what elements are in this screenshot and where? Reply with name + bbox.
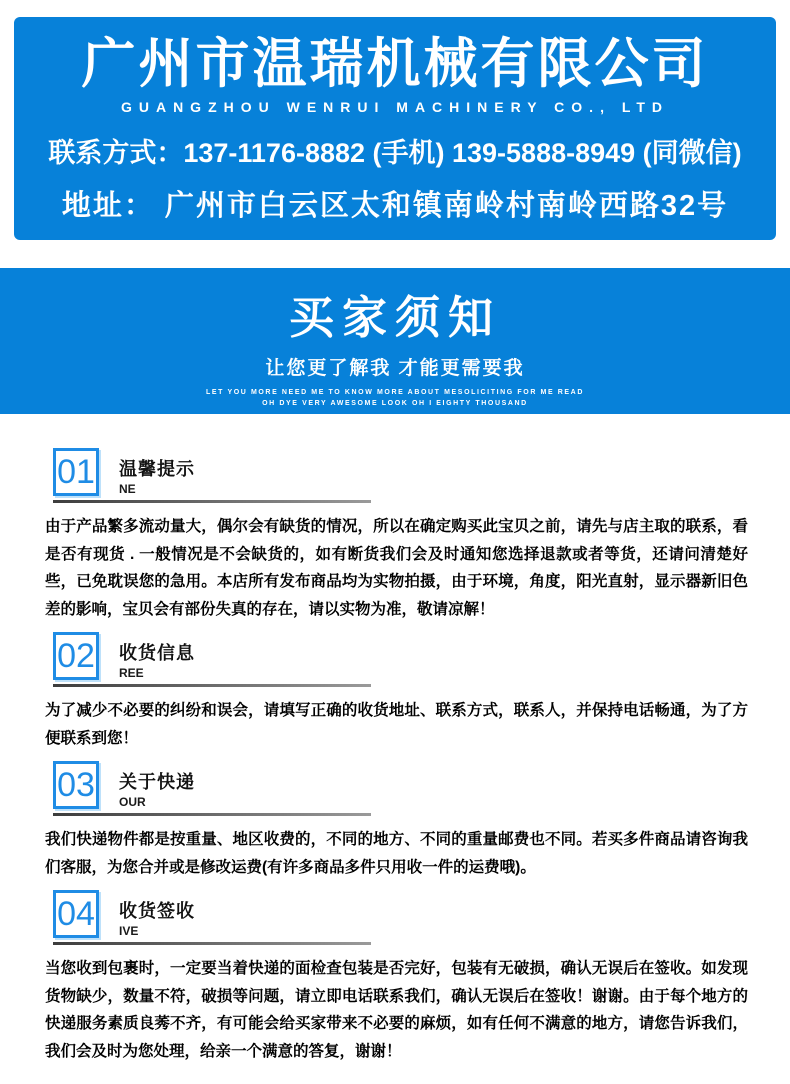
section-divider: [53, 813, 371, 816]
notice-sections: [45, 448, 748, 1074]
section-title: 收货信息: [119, 643, 195, 663]
section-title: 关于快递: [119, 772, 195, 792]
buyer-notice-banner: [0, 268, 790, 414]
section-subtitle: REE: [119, 666, 144, 680]
number-badge: 04: [53, 890, 99, 938]
section-body-text: 由于产品繁多流动量大，偶尔会有缺货的情况，所以在确定购买此宝贝之前，请先与店主取的联系，看是否有现货 . 一般情况是不会缺货的，如有断货我们会及时通知您选择退款或者等货，还请问清楚好些，已免耽误您的急用。本店所有发布商品均为实物拍摄，由于环境，角度，阳光直射，显示器新旧色差的影响，宝贝会有部份失真的存在，请以实物为准，敬请凉解！: [45, 518, 748, 618]
section-subtitle: IVE: [119, 924, 139, 938]
contact-phone-line: 联系方式：137-1176-8882 (手机) 139-5888-8949 (同微信): [48, 138, 742, 169]
section-body-text: 为了减少不必要的纠纷和误会，请填写正确的收货地址、联系方式，联系人，并保持电话畅通，为了方便联系到您！: [45, 702, 748, 747]
company-address-line: 地址： 广州市白云区太和镇南岭村南岭西路32号: [61, 190, 729, 223]
buyer-notice-title: 买家须知: [288, 292, 501, 343]
section-title: 收货签收: [119, 901, 195, 921]
section-title: 温馨提示: [119, 459, 195, 479]
section-title-block: [119, 890, 195, 938]
section-warm-tips: [45, 448, 748, 623]
notice-underline-divider: [366, 418, 424, 421]
section-about-express: [45, 761, 748, 881]
section-header: [53, 448, 748, 496]
buyer-notice-tagline-en: [0, 387, 790, 409]
company-name-en: GUANGZHOU WENRUI MACHINERY CO., LTD: [120, 99, 670, 116]
number-badge: 02: [53, 632, 99, 680]
tagline-line-1: LET YOU MORE NEED ME TO KNOW MORE ABOUT MESOLICITING FOR ME READ: [206, 389, 584, 396]
company-name-cn: 广州市温瑞机械有限公司: [81, 34, 709, 94]
section-header: [53, 632, 748, 680]
section-body-text: 当您收到包裹时，一定要当着快递的面检查包装是否完好，包装有无破损，确认无误后在签收。如发现货物缺少，数量不符，破损等问题，请立即电话联系我们，确认无误后在签收！谢谢。由于每个地方的快递服务素质良莠不齐，有可能会给买家带来不必要的麻烦，如有任何不满意的地方，请您告诉我们，我们会及时为您处理，给亲一个满意的答复，谢谢！: [45, 960, 748, 1060]
company-banner: [14, 17, 776, 240]
tagline-line-2: OH DYE VERY AWESOME LOOK OH I EIGHTY THOUSAND: [262, 400, 528, 407]
section-divider: [53, 500, 371, 503]
number-badge: 01: [53, 448, 99, 496]
section-header: [53, 890, 748, 938]
section-body-text: 我们快递物件都是按重量、地区收费的，不同的地方、不同的重量邮费也不同。若买多件商品请咨询我们客服，为您合并或是修改运费(有许多商品多件只用收一件的运费哦)。: [45, 831, 748, 876]
section-divider: [53, 942, 371, 945]
section-subtitle: OUR: [119, 795, 146, 809]
section-title-block: [119, 632, 195, 680]
section-title-block: [119, 448, 195, 496]
buyer-notice-subtitle: 让您更了解我 才能更需要我: [265, 358, 525, 379]
section-subtitle: NE: [119, 482, 136, 496]
section-title-block: [119, 761, 195, 809]
section-sign-receipt: [45, 890, 748, 1065]
section-divider: [53, 684, 371, 687]
section-receiving-info: [45, 632, 748, 752]
section-header: [53, 761, 748, 809]
number-badge: 03: [53, 761, 99, 809]
